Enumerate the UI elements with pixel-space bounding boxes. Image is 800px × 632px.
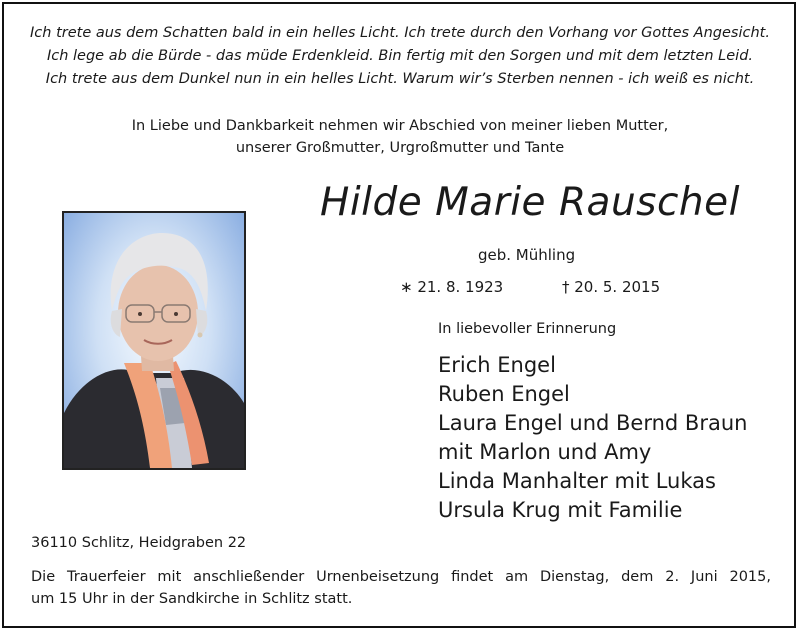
birth-name: geb. Mühling: [478, 246, 576, 264]
ceremony-info: [31, 566, 771, 610]
portrait-photo: [62, 211, 246, 470]
mourner: Erich Engel: [438, 353, 556, 377]
intro-line: In Liebe und Dankbarkeit nehmen wir Abschied von meiner lieben Mutter,: [131, 118, 669, 134]
ceremony-line: um 15 Uhr in der Sandkirche in Schlitz statt.: [31, 591, 353, 607]
intro-line: unserer Großmutter, Urgroßmutter und Tante: [235, 140, 565, 156]
mourner: Ursula Krug mit Familie: [438, 498, 683, 522]
intro-text: [0, 115, 800, 159]
poem-line: Ich lege ab die Bürde - das müde Erdenkleid. Bin fertig mit den Sorgen und mit dem letzten Leid.: [46, 48, 754, 64]
ceremony-line: Die Trauerfeier mit anschließender Urnenbeisetzung findet am Dienstag, dem 2. Juni 2015,: [31, 569, 771, 585]
poem: [0, 22, 800, 91]
deceased-name: Hilde Marie Rauschel: [320, 180, 740, 225]
poem-line: Ich trete aus dem Dunkel nun in ein helles Licht. Warum wir’s Sterben nennen - ich weiß es nicht.: [45, 71, 755, 87]
mourner: Laura Engel und Bernd Braun: [438, 411, 748, 435]
mourner: mit Marlon und Amy: [438, 440, 652, 464]
address: 36110 Schlitz, Heidgraben 22: [31, 535, 247, 551]
birth-date: ∗ 21. 8. 1923: [400, 278, 504, 296]
poem-line: Ich trete aus dem Schatten bald in ein helles Licht. Ich trete durch den Vorhang vor Gottes Angesicht.: [30, 25, 770, 41]
mourner: Ruben Engel: [438, 382, 570, 406]
death-date: † 20. 5. 2015: [562, 278, 661, 296]
memory-label: In liebevoller Erinnerung: [438, 321, 617, 337]
mourners-list: [438, 351, 747, 525]
mourner: Linda Manhalter mit Lukas: [438, 469, 716, 493]
